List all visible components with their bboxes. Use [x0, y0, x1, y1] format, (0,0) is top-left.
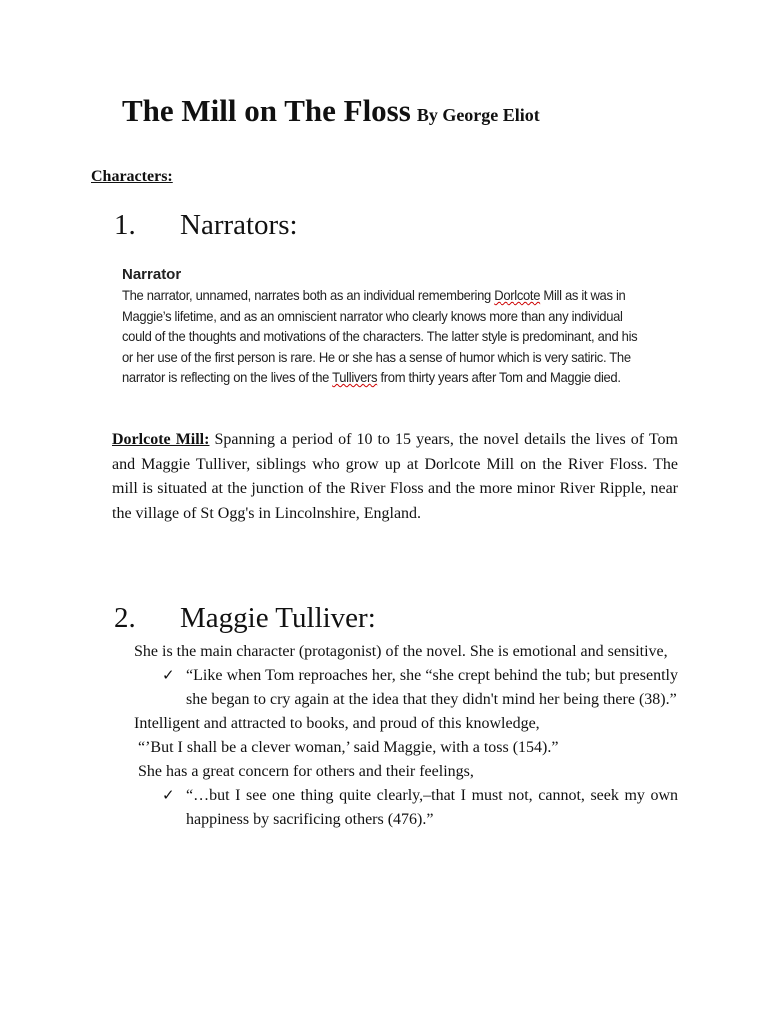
excerpt-line: could of the thoughts and motivations of the characters. The latter style is predominant, and his: [122, 328, 638, 344]
dorlcote-text: Spanning a period of 10 to 15 years, the novel details the lives of Tom and Maggie Tulliver, siblings who grow up at Dorlcote Mill on the River Floss. The mill is situated at the junction of the River Floss and the more minor River Ripple, near the village of St Ogg's in Lincolnshire, England.: [112, 431, 678, 522]
checkmark-icon: ✓: [162, 788, 175, 804]
characters-heading: Characters:: [91, 168, 173, 185]
document-title: [122, 93, 540, 129]
excerpt-line: Maggie’s lifetime, and as an omniscient narrator who clearly knows more than any individual: [122, 307, 623, 324]
excerpt-line: narrator is reflecting on the lives of the Tullivers from thirty years after Tom and Maggie died.: [122, 369, 621, 385]
narrator-excerpt-image: [122, 266, 682, 416]
title-text: The Mill on The Floss: [122, 93, 411, 128]
excerpt-line: The narrator, unnamed, narrates both as an individual remembering Dorlcote Mill as it was in: [122, 287, 626, 303]
maggie-section: [134, 640, 678, 832]
section1-number: 1.: [114, 209, 136, 241]
section2-title: Maggie Tulliver:: [180, 602, 376, 634]
quote-bullet: [134, 664, 678, 712]
section2-number: 2.: [114, 602, 136, 634]
checkmark-icon: ✓: [162, 668, 175, 684]
excerpt-title: Narrator: [122, 266, 182, 283]
maggie-line-intelligent: Intelligent and attracted to books, and proud of this knowledge,: [134, 715, 540, 732]
quote-text: “Like when Tom reproaches her, she “she crept behind the tub; but presently she began to cry again at the idea that they didn't mind her being there (38).”: [186, 667, 678, 708]
excerpt-paragraph: [122, 285, 680, 388]
section1-title: Narrators:: [180, 209, 298, 241]
dorlcote-paragraph: [112, 428, 678, 526]
maggie-line-clever: “’But I shall be a clever woman,’ said Maggie, with a toss (154).”: [138, 739, 559, 756]
dorlcote-label: Dorlcote Mill:: [112, 431, 210, 448]
quote-bullet: [134, 784, 678, 832]
byline: By George Eliot: [416, 105, 540, 125]
quote-text: “…but I see one thing quite clearly,–that I must not, cannot, seek my own happiness by sacrificing others (476).”: [186, 787, 678, 828]
excerpt-line: or her use of the first person is rare. He or she has a sense of humor which is very satiric. The: [122, 348, 631, 365]
maggie-intro: She is the main character (protagonist) of the novel. She is emotional and sensitive,: [134, 643, 668, 660]
maggie-line-concern: She has a great concern for others and their feelings,: [138, 763, 474, 780]
